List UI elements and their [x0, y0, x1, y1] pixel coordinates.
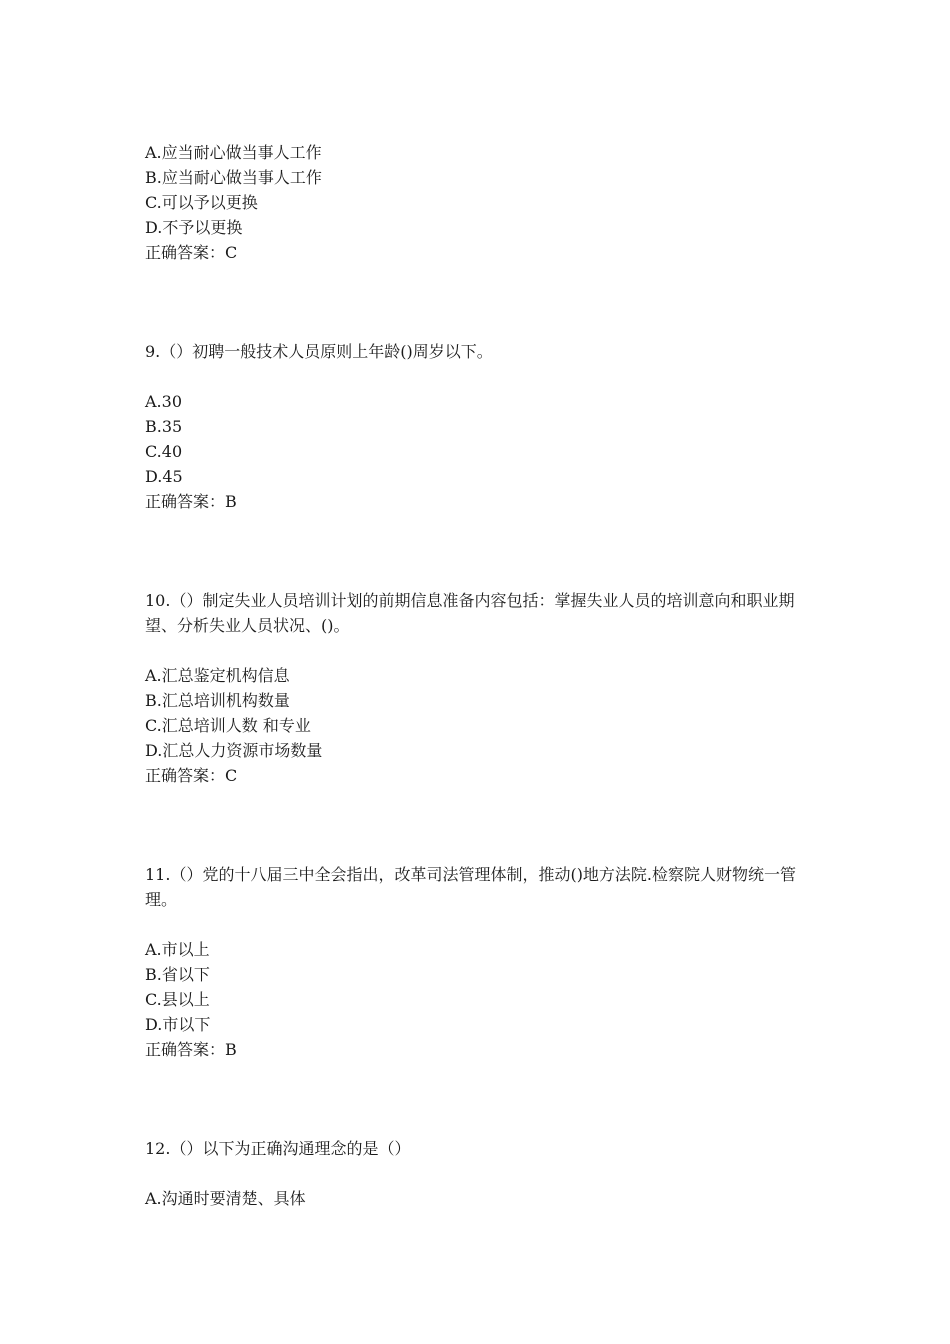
question-9 [145, 339, 815, 514]
option-b: B.汇总培训机构数量 [145, 691, 290, 710]
option-b: B.35 [145, 417, 183, 436]
option-a: A.汇总鉴定机构信息 [145, 666, 290, 685]
option-d: D.市以下 [145, 1015, 211, 1034]
correct-answer: 正确答案：C [145, 766, 238, 785]
option-c: C.汇总培训人数 和专业 [145, 716, 311, 735]
question-8-tail [145, 140, 815, 265]
option-c: C.40 [145, 442, 183, 461]
question-text: 11.（）党的十八届三中全会指出，改革司法管理体制，推动()地方法院.检察院人财物统一管理。 [145, 865, 797, 909]
question-12 [145, 1136, 815, 1211]
option-a: A.30 [145, 392, 182, 411]
option-b: B.应当耐心做当事人工作 [145, 168, 322, 187]
question-text: 10.（）制定失业人员培训计划的前期信息准备内容包括：掌握失业人员的培训意向和职业期望、分析失业人员状况、()。 [145, 591, 795, 635]
question-text: 12.（）以下为正确沟通理念的是（） [145, 1139, 411, 1158]
option-a: A.市以上 [145, 940, 210, 959]
question-10 [145, 588, 815, 788]
correct-answer: 正确答案：C [145, 243, 238, 262]
correct-answer: 正确答案：B [145, 492, 237, 511]
option-b: B.省以下 [145, 965, 210, 984]
option-d: D.不予以更换 [145, 218, 243, 237]
option-d: D.汇总人力资源市场数量 [145, 741, 323, 760]
option-c: C.可以予以更换 [145, 193, 258, 212]
question-text: 9.（）初聘一般技术人员原则上年龄()周岁以下。 [145, 342, 493, 361]
option-a: A.应当耐心做当事人工作 [145, 143, 322, 162]
option-a: A.沟通时要清楚、具体 [145, 1189, 306, 1208]
option-c: C.县以上 [145, 990, 210, 1009]
option-d: D.45 [145, 467, 183, 486]
question-11 [145, 862, 815, 1062]
correct-answer: 正确答案：B [145, 1040, 237, 1059]
